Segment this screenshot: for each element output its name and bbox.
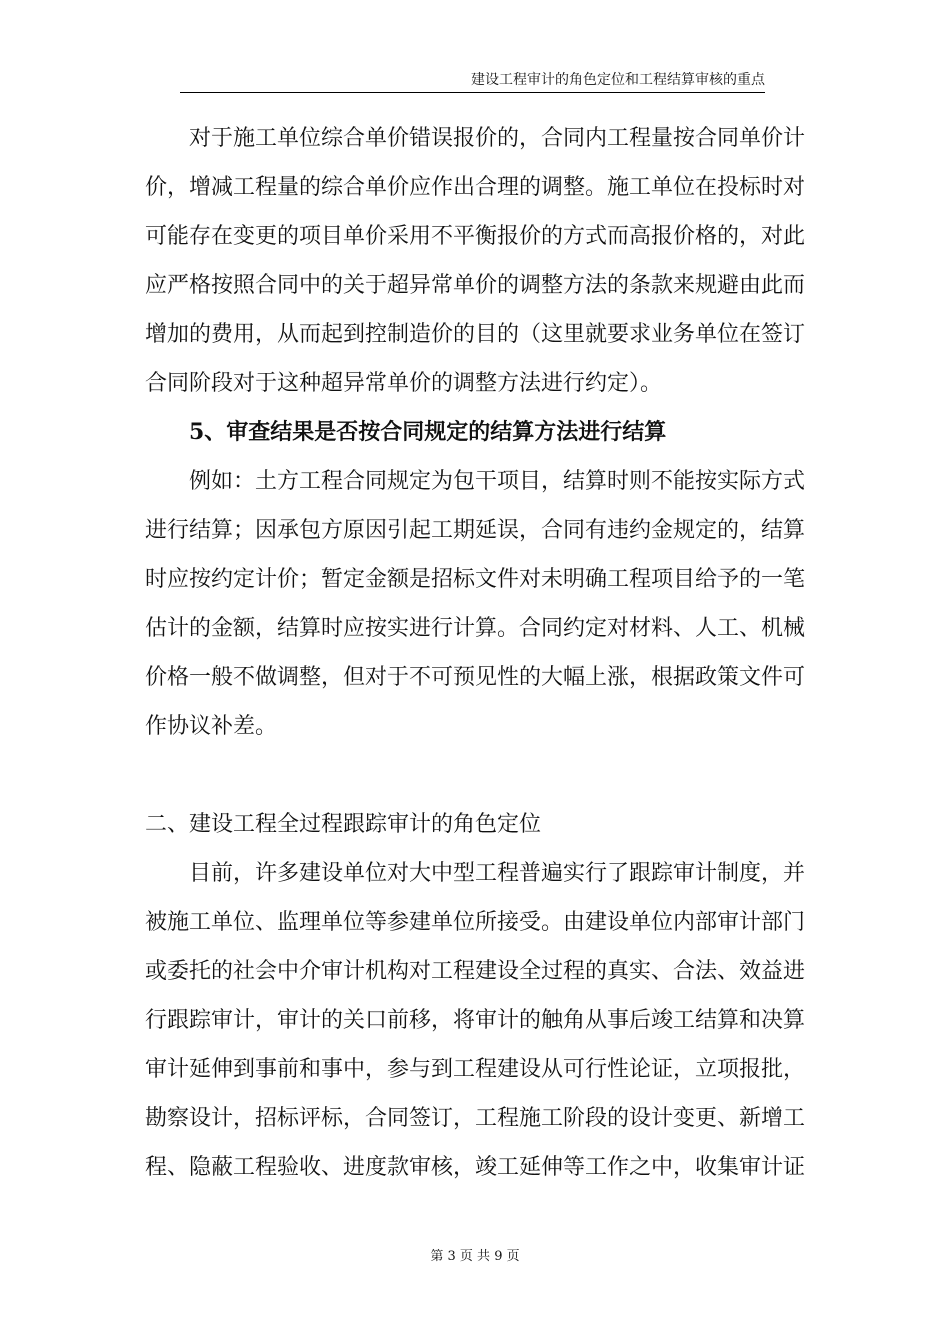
paragraph-tracking-audit: 目前，许多建设单位对大中型工程普遍实行了跟踪审计制度，并被施工单位、监理单位等参建单位所接受。由建设单位内部审计部门或委托的社会中介审计机构对工程建设全过程的真实、合法、效益进行跟踪审计，审计的关口前移，将审计的触角从事后竣工结算和决算审计延伸到事前和事中，参与到工程建设从可行性论证，立项报批，勘察设计，招标评标，合同签订，工程施工阶段的设计变更、新增工程、隐蔽工程验收、进度款审核，竣工延伸等工作之中，收集审计证 xyxy=(145,861,806,1180)
section-title-tracking-audit: 二、建设工程全过程跟踪审计的角色定位 xyxy=(145,812,542,837)
paragraph-unit-price-adjustment: 对于施工单位综合单价错误报价的，合同内工程量按合同单价计价，增减工程量的综合单价应作出合理的调整。施工单位在投标时对可能存在变更的项目单价采用不平衡报价的方式而高报价格的，对此应严格按照合同中的关于超异常单价的调整方法的条款来规避由此而增加的费用，从而起到控制造价的目的（这里就要求业务单位在签订合同阶段对于这种超异常单价的调整方法进行约定）。 xyxy=(145,126,806,396)
page-header xyxy=(180,70,765,93)
header-title: 建设工程审计的角色定位和工程结算审核的重点 xyxy=(471,72,765,88)
page-footer xyxy=(0,1248,950,1266)
page-number: 第 3 页 共 9 页 xyxy=(430,1249,520,1264)
page-content xyxy=(145,114,805,1192)
paragraph-settlement-examples: 例如：土方工程合同规定为包干项目，结算时则不能按实际方式进行结算；因承包方原因引起工期延误，合同有违约金规定的，结算时应按约定计价；暂定金额是招标文件对未明确工程项目给予的一笔估计的金额，结算时应按实进行计算。合同约定对材料、人工、机械价格一般不做调整，但对于不可预见性的大幅上涨，根据政策文件可作协议补差。 xyxy=(145,469,806,739)
subheading-settlement-method: 5、审查结果是否按合同规定的结算方法进行结算 xyxy=(189,419,667,445)
